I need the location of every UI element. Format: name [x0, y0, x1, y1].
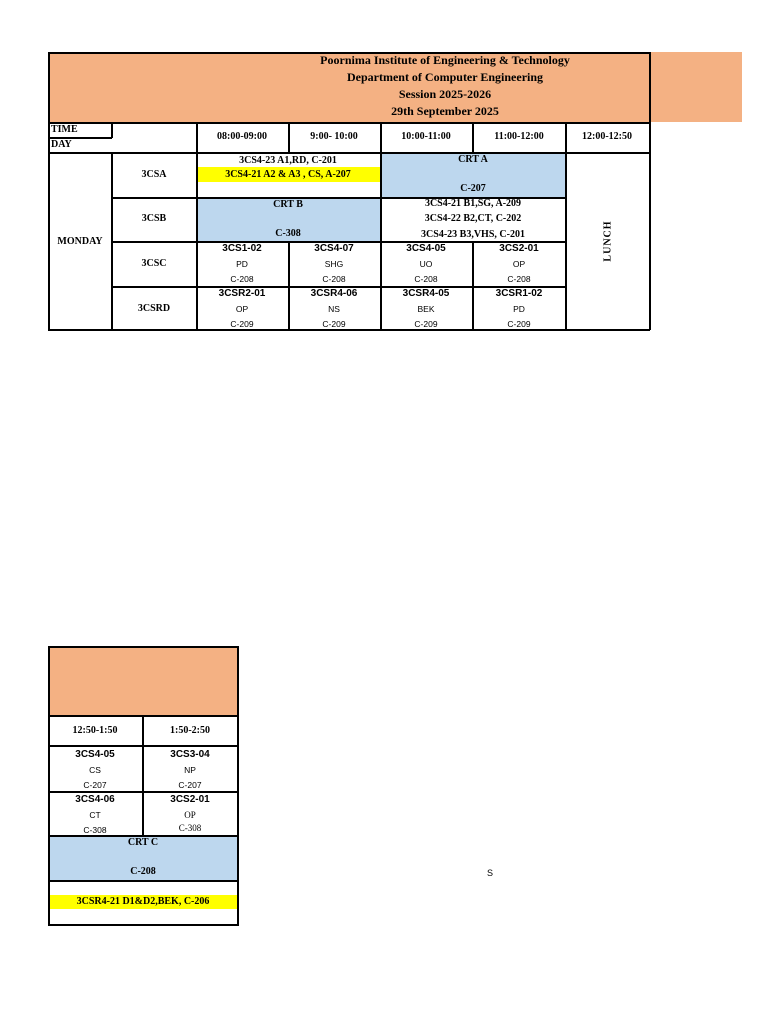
section-3csb: 3CSB: [141, 213, 167, 224]
slot-1250: 12:50-1:50: [72, 725, 118, 736]
csb-lab-b3: 3CS4-23 B3,VHS, C-201: [421, 229, 525, 240]
section-3csc: 3CSC: [141, 258, 167, 269]
csc-faculty: SHG: [324, 259, 344, 269]
csa-afternoon-room: C-207: [83, 780, 107, 790]
csa-lab-a1: 3CS4-23 A1,RD, C-201: [239, 155, 337, 166]
csb-lab-b2: 3CS4-22 B2,CT, C-202: [424, 213, 522, 224]
csc-faculty: UO: [419, 259, 433, 269]
csrd-course-code: 3CSR4-06: [310, 288, 358, 299]
section-3csa: 3CSA: [141, 169, 167, 180]
slot-1100: 11:00-12:00: [494, 131, 544, 142]
second-timetable-frame: [48, 646, 239, 926]
crt-b-room: C-308: [275, 228, 301, 239]
lunch-label: LUNCH: [602, 220, 614, 262]
csrd-room: C-209: [414, 319, 438, 329]
csc-faculty: PD: [236, 259, 248, 269]
csa-afternoon-room: C-207: [178, 780, 202, 790]
crt-c-room: C-208: [130, 866, 156, 877]
day-monday: MONDAY: [57, 236, 103, 247]
csc-course-code: 3CS4-07: [314, 243, 354, 254]
csb-afternoon-faculty: CT: [89, 810, 101, 820]
slot-0900: 9:00- 10:00: [310, 131, 358, 142]
csrd-faculty: NS: [328, 304, 340, 314]
department-name: Department of Computer Engineering: [346, 70, 544, 84]
slot-1000: 10:00-11:00: [401, 131, 451, 142]
csc-faculty: OP: [512, 259, 526, 269]
crt-b-title: CRT B: [273, 199, 303, 210]
csrd-course-code: 3CSR4-05: [402, 288, 450, 299]
slot-0800: 08:00-09:00: [217, 131, 267, 142]
date-label: 29th September 2025: [391, 104, 499, 118]
csa-afternoon-faculty: NP: [184, 765, 196, 775]
csrd-faculty: BEK: [417, 304, 435, 314]
csrd-afternoon-lab: 3CSR4-21 D1&D2,BEK, C-206: [76, 896, 210, 907]
slot-1350: 1:50-2:50: [170, 725, 210, 736]
csc-course-code: 3CS1-02: [222, 243, 262, 254]
csrd-course-code: 3CSR1-02: [495, 288, 543, 299]
day-label: DAY: [51, 139, 72, 150]
csrd-faculty: OP: [235, 304, 249, 314]
csb-afternoon-room: C-308: [83, 825, 107, 835]
csb-afternoon-room: C-308: [178, 823, 202, 833]
csc-room: C-208: [322, 274, 346, 284]
csc-room: C-208: [414, 274, 438, 284]
csrd-room: C-209: [230, 319, 254, 329]
csc-course-code: 3CS4-05: [406, 243, 446, 254]
csrd-room: C-209: [507, 319, 531, 329]
csrd-course-code: 3CSR2-01: [218, 288, 266, 299]
csrd-faculty: PD: [513, 304, 525, 314]
csrd-room: C-209: [322, 319, 346, 329]
time-label: TIME: [51, 124, 78, 135]
csa-afternoon-code: 3CS3-04: [170, 749, 210, 760]
csb-lab-b1: 3CS4-21 B1,SG, A-209: [424, 198, 522, 209]
session-label: Session 2025-2026: [398, 87, 492, 101]
csc-room: C-208: [507, 274, 531, 284]
crt-a-title: CRT A: [458, 154, 488, 165]
csc-room: C-208: [230, 274, 254, 284]
crt-a-room: C-207: [460, 183, 486, 194]
slot-1200: 12:00-12:50: [582, 131, 632, 142]
csc-course-code: 3CS2-01: [499, 243, 539, 254]
stray-text: S: [487, 868, 494, 878]
csb-afternoon-code: 3CS4-06: [75, 794, 115, 805]
crt-c-title: CRT C: [127, 837, 159, 848]
csb-afternoon-code: 3CS2-01: [170, 794, 210, 805]
csa-afternoon-faculty: CS: [89, 765, 101, 775]
csa-afternoon-code: 3CS4-05: [75, 749, 115, 760]
csa-lab-a2a3: 3CS4-21 A2 & A3 , CS, A-207: [225, 169, 351, 180]
institute-name: Poornima Institute of Engineering & Technology: [320, 53, 570, 67]
csb-afternoon-faculty: OP: [184, 810, 196, 820]
section-3csrd: 3CSRD: [137, 303, 171, 314]
